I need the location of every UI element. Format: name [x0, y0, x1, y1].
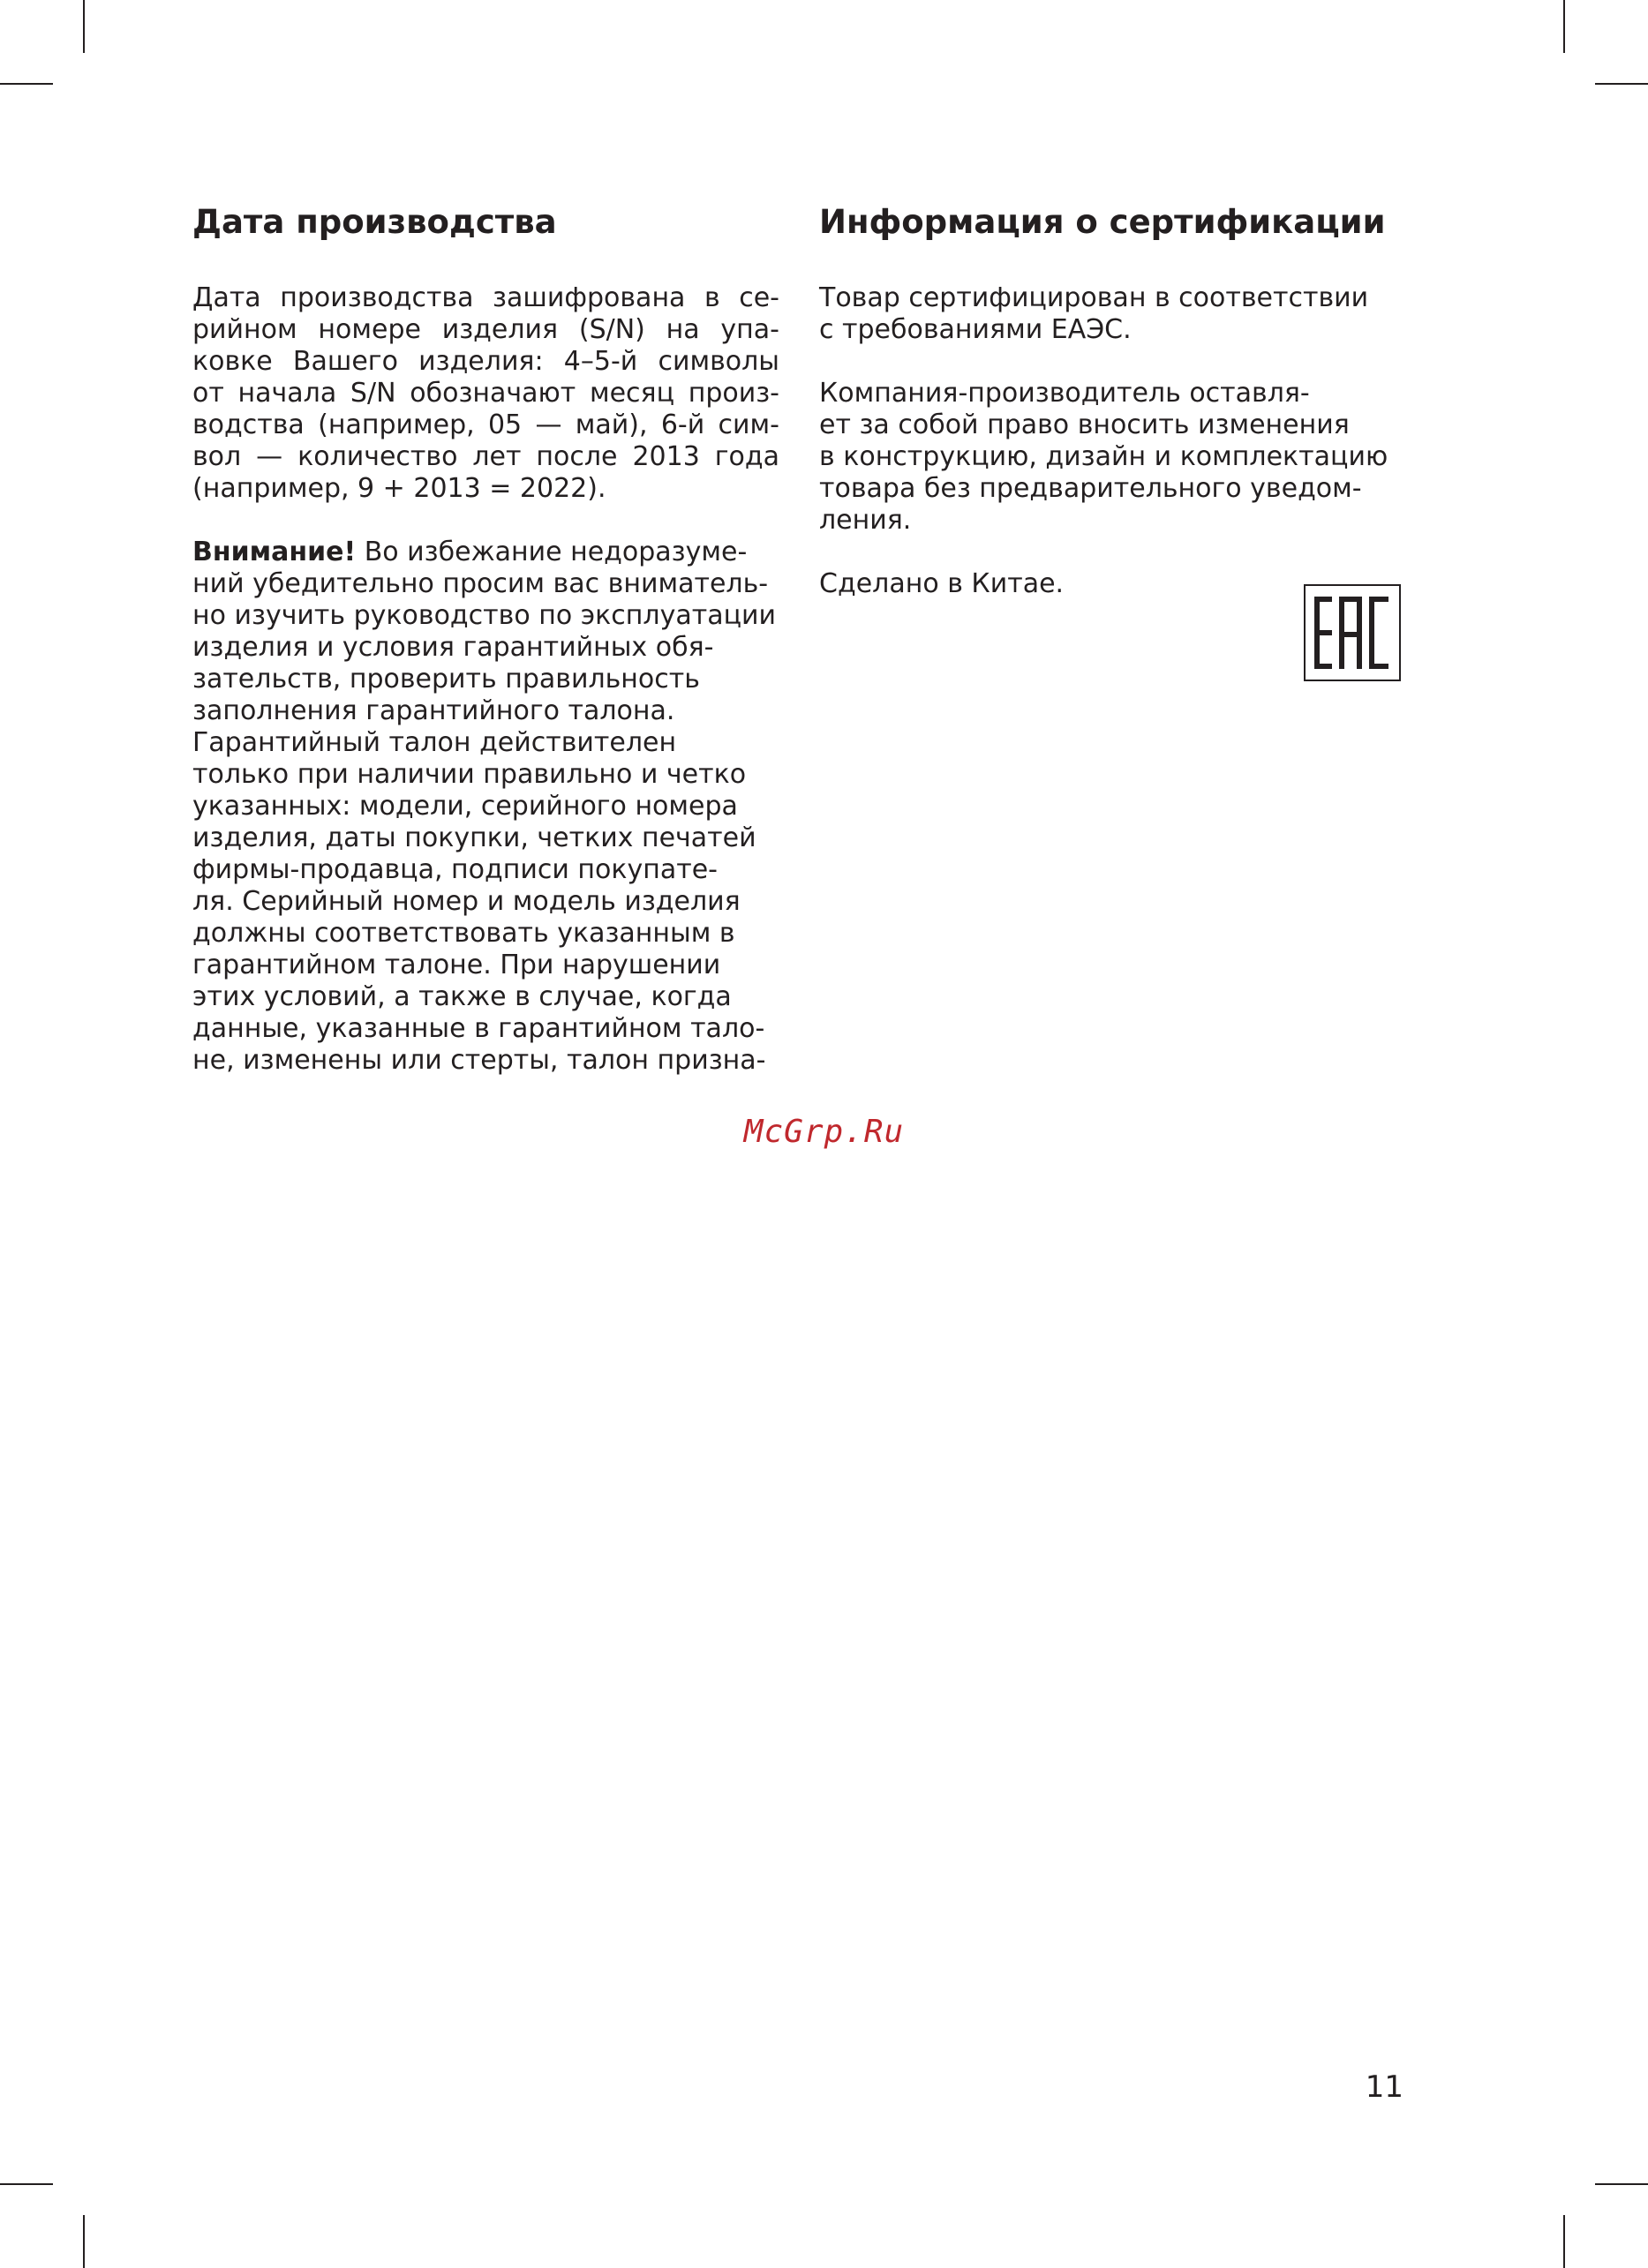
production-date-paragraph: [192, 282, 779, 505]
crop-mark: [1595, 2183, 1648, 2185]
text-line: Сделано в Китае.: [819, 568, 1065, 599]
text-line: Товар сертифицирован в соответствии: [819, 282, 1369, 313]
text-line: Компания-производитель оставля-: [819, 378, 1310, 409]
crop-mark: [0, 83, 53, 85]
text-line: ления.: [819, 505, 912, 536]
attention-paragraph: [192, 537, 779, 1077]
certification-section: [819, 199, 1402, 600]
crop-mark: [1563, 0, 1565, 53]
text-line: этих условий, а также в случае, когда: [192, 981, 732, 1012]
text-line: ет за собой право вносить изменения: [819, 409, 1350, 440]
text-fragment: Во избежание недоразуме-: [356, 537, 748, 567]
section-title: Информация о сертификации: [819, 203, 1386, 241]
text-line: ний убедительно просим вас вниматель-: [192, 568, 769, 599]
text-line: зательств, проверить правильность: [192, 664, 700, 695]
crop-mark: [1595, 83, 1648, 85]
text-line: (например, 9 + 2013 = 2022).: [192, 473, 606, 504]
text-line: данные, указанные в гарантийном тало-: [192, 1013, 765, 1044]
text-line: рийном номере изделия (S/N) на упа-: [192, 314, 779, 345]
crop-mark: [0, 2183, 53, 2185]
text-line: но изучить руководство по эксплуатации: [192, 600, 776, 631]
text-line: от начала S/N обозначают месяц произ-: [192, 378, 779, 409]
text-line: ля. Серийный номер и модель изделия: [192, 886, 741, 917]
watermark: McGrp.Ru: [743, 1114, 905, 1150]
changes-paragraph: [819, 378, 1402, 537]
eac-logo-icon: [1306, 586, 1399, 680]
production-date-section: [192, 199, 779, 1077]
certification-paragraph: [819, 282, 1402, 346]
text-line: с требованиями ЕАЭС.: [819, 314, 1132, 345]
text-line: не, изменены или стерты, талон призна-: [192, 1045, 766, 1076]
text-line: Дата производства зашифрована в се-: [192, 282, 779, 313]
crop-mark: [83, 0, 85, 53]
text-line: фирмы-продавца, подписи покупате-: [192, 854, 718, 885]
text-line: изделия и условия гарантийных обя-: [192, 632, 714, 663]
text-line: должны соответствовать указанным в: [192, 918, 735, 949]
section-title: Дата производства: [192, 203, 557, 241]
text-line: ковке Вашего изделия: 4–5-й символы: [192, 346, 779, 377]
attention-label: Внимание!: [192, 537, 357, 567]
crop-mark: [1563, 2215, 1565, 2268]
eac-logo: [1304, 584, 1401, 681]
text-line: изделия, даты покупки, четких печатей: [192, 822, 756, 853]
crop-mark: [83, 2215, 85, 2268]
text-line: заполнения гарантийного талона.: [192, 695, 675, 726]
text-line: гарантийном талоне. При нарушении: [192, 950, 721, 980]
page-number: 11: [1365, 2069, 1403, 2105]
text-line: вол — количество лет после 2013 года: [192, 441, 779, 472]
text-line: водства (например, 05 — май), 6-й сим-: [192, 409, 779, 440]
text-line: Гарантийный талон действителен: [192, 727, 677, 758]
text-line: в конструкцию, дизайн и комплектацию: [819, 441, 1388, 472]
text-line: товара без предварительного уведом-: [819, 473, 1362, 504]
text-line: [192, 537, 779, 568]
text-line: только при наличии правильно и четко: [192, 759, 747, 790]
text-line: указанных: модели, серийного номера: [192, 791, 738, 822]
